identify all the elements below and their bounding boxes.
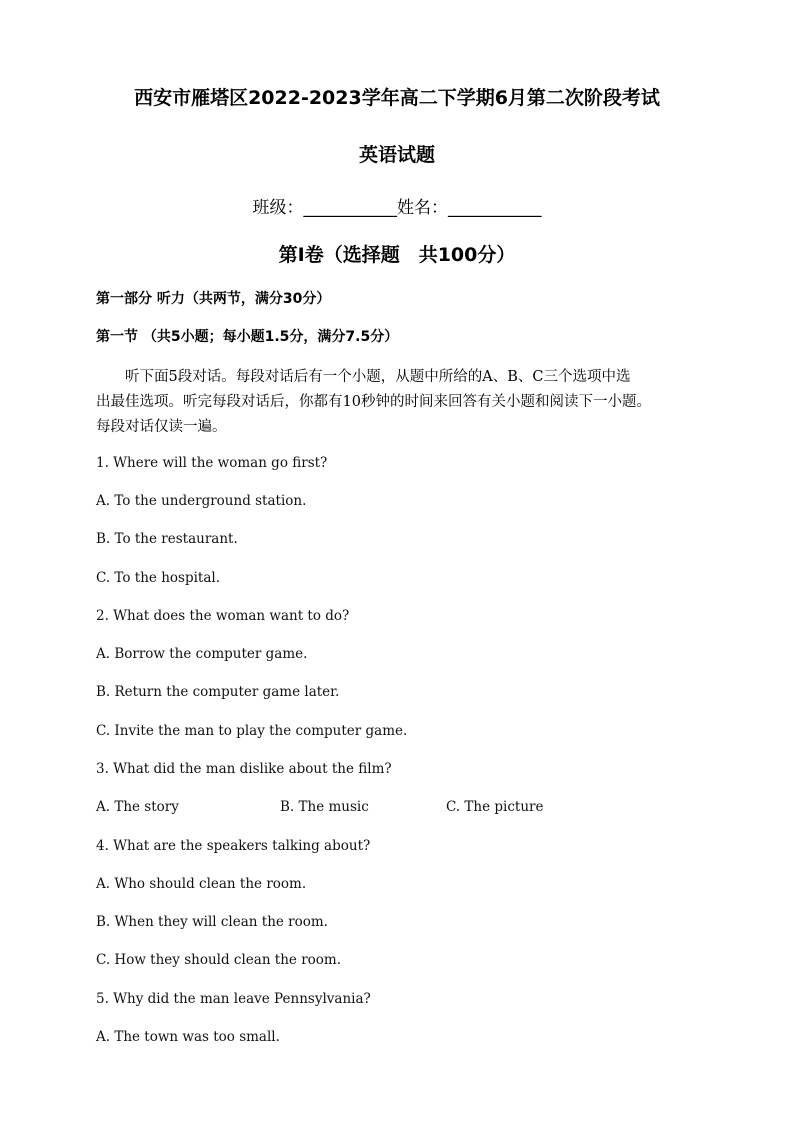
- question-option: B. When they will clean the room.: [96, 914, 328, 930]
- question-option: A. Borrow the computer game.: [96, 646, 308, 662]
- question-option: B. To the restaurant.: [96, 531, 238, 547]
- section-title: 第一节 （共5小题；每小题1.5分，满分7.5分）: [96, 329, 399, 345]
- question-option: B. The music: [280, 799, 369, 815]
- question-stem: 5. Why did the man leave Pennsylvania?: [96, 991, 371, 1007]
- question-stem: 4. What are the speakers talking about?: [96, 838, 371, 854]
- subject-title: 英语试题: [358, 144, 435, 166]
- question-stem: 3. What did the man dislike about the film?: [96, 761, 392, 777]
- question-option: A. Who should clean the room.: [96, 876, 307, 892]
- question-option: C. How they should clean the room.: [96, 952, 342, 968]
- volume-title: 第Ⅰ卷（选择题 共100分）: [278, 244, 516, 266]
- question-stem: 2. What does the woman want to do?: [96, 608, 350, 624]
- question-option: A. To the underground station.: [96, 493, 307, 509]
- exam-title: 西安市雁塔区2022-2023学年高二下学期6月第二次阶段考试: [134, 87, 660, 109]
- question-option: A. The town was too small.: [96, 1029, 280, 1045]
- class-name-line: 班级：___________姓名：___________: [252, 198, 542, 218]
- instructions: [96, 365, 716, 440]
- question-option: C. The picture: [446, 799, 544, 815]
- question-option: A. The story: [96, 799, 179, 815]
- question-stem: 1. Where will the woman go first?: [96, 455, 328, 471]
- question-option: C. To the hospital.: [96, 570, 220, 586]
- instructions-line-1: 听下面5段对话。每段对话后有一个小题，从题中所给的A、B、C三个选项中选: [125, 369, 631, 385]
- part-title: 第一部分 听力（共两节，满分30分）: [96, 291, 331, 307]
- instructions-line-2: 出最佳选项。听完每段对话后，你都有10秒钟的时间来回答有关小题和阅读下一小题。: [96, 394, 651, 410]
- question-option: B. Return the computer game later.: [96, 684, 340, 700]
- question-option: C. Invite the man to play the computer game.: [96, 723, 408, 739]
- instructions-line-3: 每段对话仅读一遍。: [96, 419, 227, 435]
